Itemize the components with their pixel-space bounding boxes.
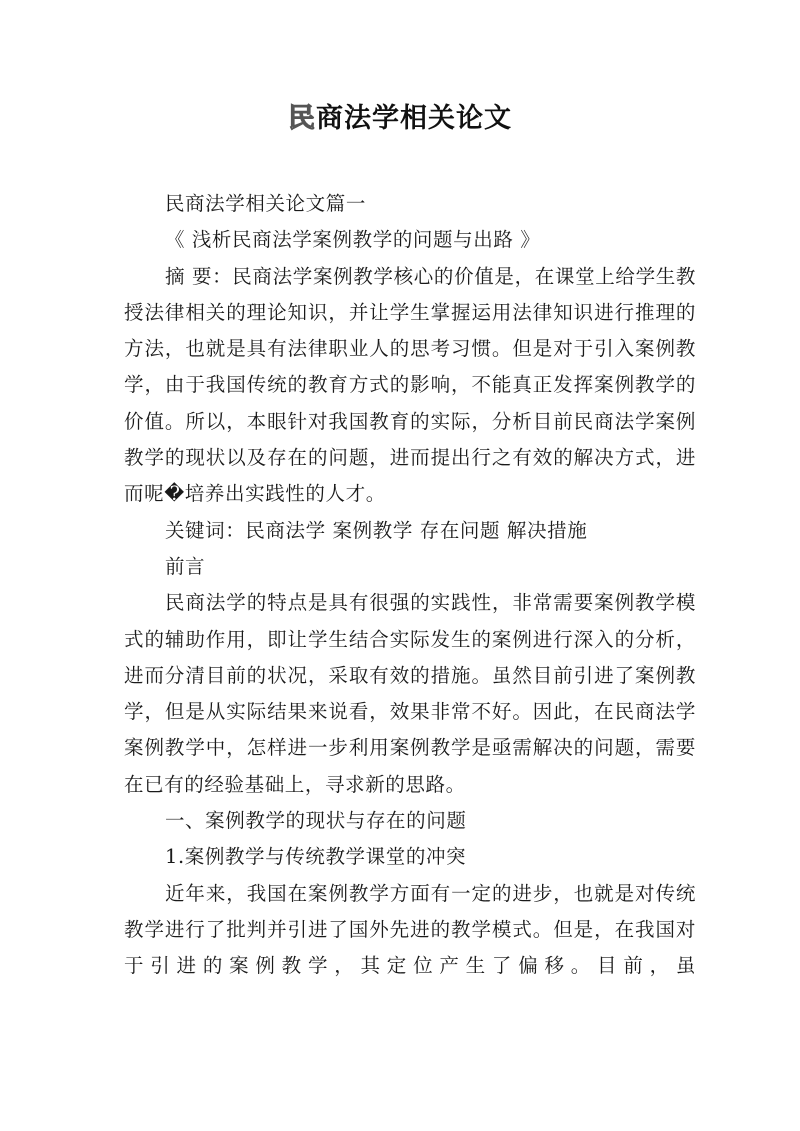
title-rest: 商法学相关论文: [316, 103, 512, 134]
document-body: [124, 186, 696, 985]
abstract-paragraph: 摘 要：民商法学案例教学核心的价值是，在课堂上给学生教授法律相关的理论知识，并让学生掌握运用法律知识进行推理的方法，也就是具有法律职业人的思考习惯。但是对于引入案例教学，由于我国传统的教育方式的影响，不能真正发挥案例教学的价值。所以，本眼针对我国教育的实际，分析目前民商法学案例教学的现状以及存在的问题，进而提出行之有效的解决方式，进而呢�培养出实践性的人才。: [124, 264, 696, 506]
preface-heading: 前言: [164, 554, 206, 578]
title-first-char: 民: [288, 103, 316, 134]
subsection-heading: 1.案例教学与传统教学课堂的冲突: [164, 845, 467, 869]
document-title: [0, 96, 800, 135]
keywords-paragraph: 关键词：民商法学 案例教学 存在问题 解决措施: [164, 518, 588, 542]
section-heading: 民商法学相关论文篇一: [164, 192, 366, 215]
section-one-heading: 一、案例教学的现状与存在的问题: [164, 809, 467, 833]
preface-paragraph: 民商法学的特点是具有很强的实践性，非常需要案例教学模式的辅助作用，即让学生结合实际发生的案例进行深入的分析，进而分清目前的状况，采取有效的措施。虽然目前引进了案例教学，但是从实际结果来说看，效果非常不好。因此，在民商法学案例教学中，怎样进一步利用案例教学是亟需解决的问题，需要在已有的经验基础上，寻求新的思路。: [124, 591, 696, 796]
body-paragraph: 近年来，我国在案例教学方面有一定的进步，也就是对传统教学进行了批判并引进了国外先进的教学模式。但是，在我国对于引进的案例教学，其定位产生了偏移。目前，虽: [124, 881, 696, 978]
article-title: 《 浅析民商法学案例教学的问题与出路 》: [164, 228, 541, 252]
